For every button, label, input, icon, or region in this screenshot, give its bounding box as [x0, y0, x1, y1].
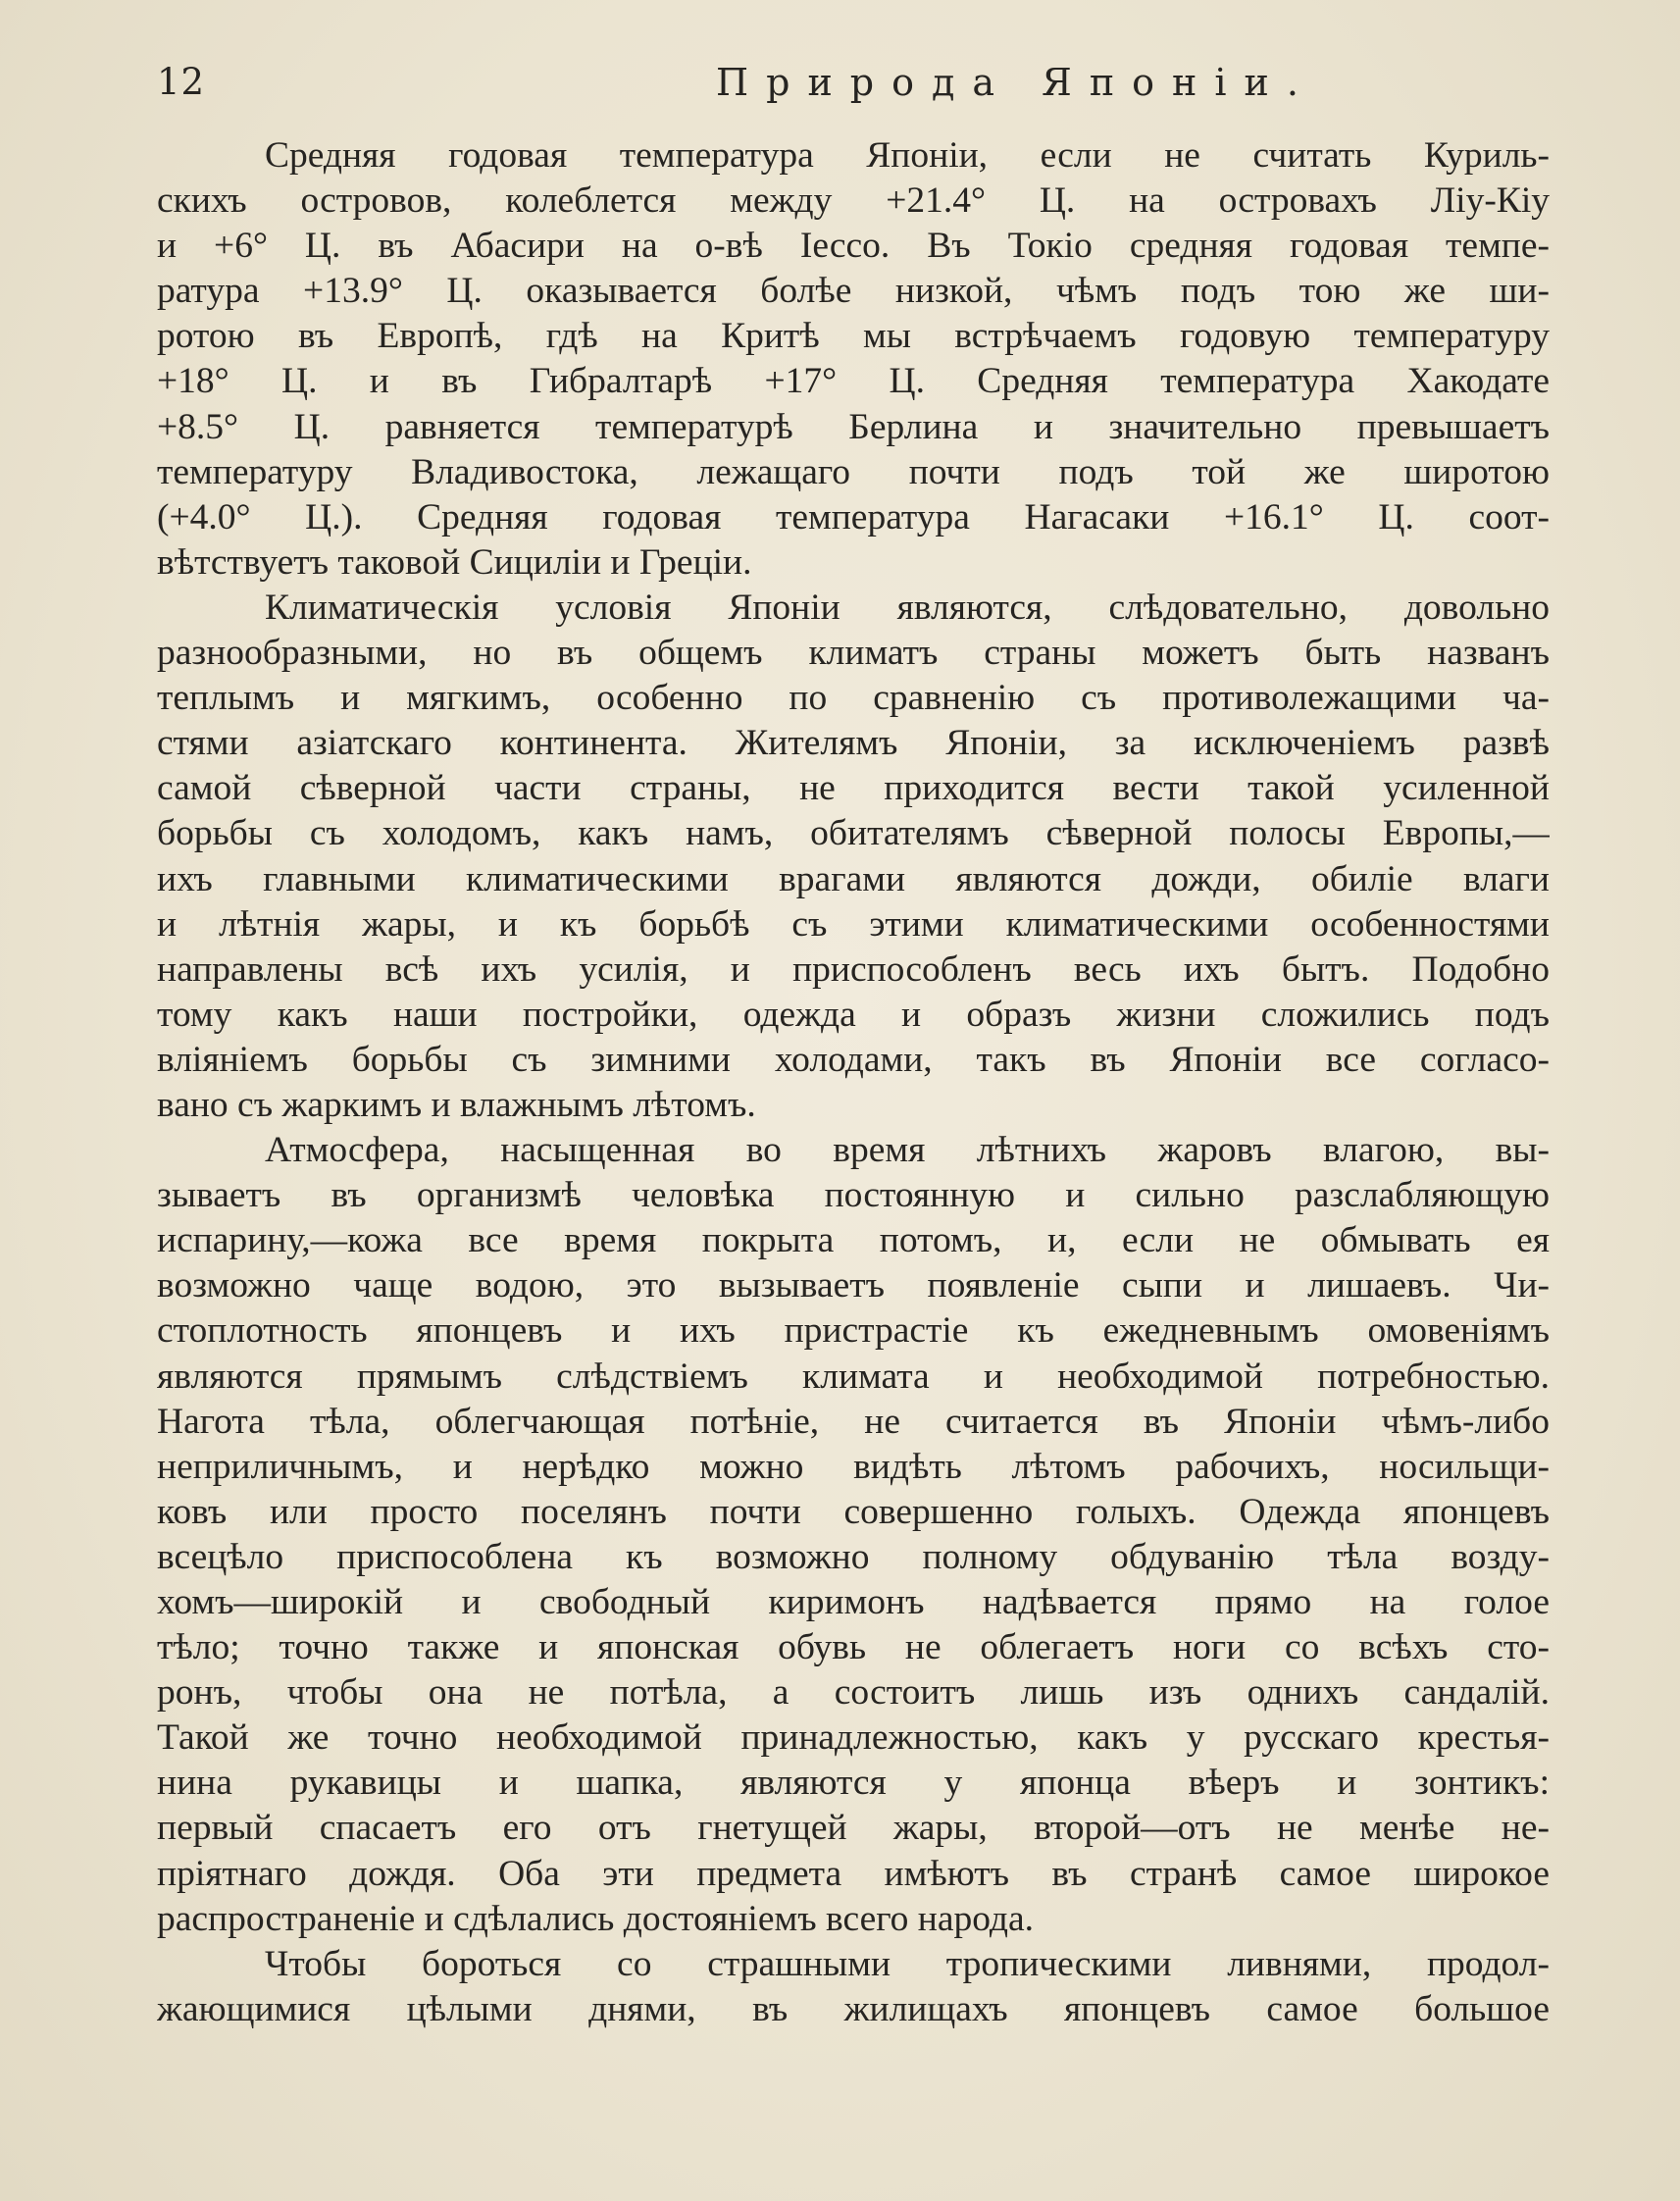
text-line: зываетъ въ организмѣ человѣка постоянную и сильно разслабляющую: [157, 1175, 1550, 1216]
text-line: вѣтствуетъ таковой Сициліи и Греціи.: [157, 541, 752, 583]
text-line: теплымъ и мягкимъ, особенно по сравненію съ противолежащими ча-: [157, 678, 1550, 719]
text-line: жающимися цѣлыми днями, въ жилищахъ японцевъ самое большое: [157, 1988, 1550, 2029]
text-line: возможно чаще водою, это вызываетъ появленіе сыпи и лишаевъ. Чи-: [157, 1265, 1550, 1306]
text-line: направлены всѣ ихъ усилія, и приспособленъ весь ихъ бытъ. Подобно: [157, 948, 1550, 990]
text-line: разнообразными, но въ общемъ климатъ страны можетъ быть названъ: [157, 633, 1550, 674]
text-line: Нагота тѣла, облегчающая потѣніе, не считается въ Японіи чѣмъ-либо: [157, 1401, 1550, 1442]
text-line: и лѣтнія жары, и къ борьбѣ съ этими климатическими особенностями: [157, 903, 1550, 945]
text-line: Атмосфера, насыщенная во время лѣтнихъ жаровъ влагою, вы-: [265, 1130, 1550, 1171]
page-header: [157, 61, 1559, 108]
paragraph: [157, 133, 1550, 586]
text-line: хомъ—широкій и свободный киримонъ надѣвается прямо на голое: [157, 1582, 1550, 1622]
text-line: температуру Владивостока, лежащаго почти подъ той же широтою: [157, 451, 1550, 492]
text-line: ратура +13.9° Ц. оказывается болѣе низкой, чѣмъ подъ тою же ши-: [157, 271, 1550, 312]
text-line: (+4.0° Ц.). Средняя годовая температура Нагасаки +16.1° Ц. соот-: [157, 496, 1550, 537]
text-line: скихъ островов, колеблется между +21.4° Ц. на островахъ Ліу-Кіу: [157, 180, 1550, 222]
text-line: вано съ жаркимъ и влажнымъ лѣтомъ.: [157, 1084, 756, 1125]
text-line: являются прямымъ слѣдствіемъ климата и необходимой потребностью.: [157, 1356, 1550, 1397]
text-line: нина рукавицы и шапка, являются у японца вѣеръ и зонтикъ:: [157, 1763, 1550, 1804]
text-line: испарину,—кожа все время покрыта потомъ, и, если не обмывать ея: [157, 1220, 1550, 1261]
body-text: [157, 133, 1550, 2032]
text-line: Чтобы бороться со страшными тропическими ливнями, продол-: [265, 1943, 1550, 1984]
text-line: стями азіатскаго континента. Жителямъ Японіи, за исключеніемъ развѣ: [157, 723, 1550, 764]
text-line: тѣло; точно также и японская обувь не облегаетъ ноги со всѣхъ сто-: [157, 1627, 1550, 1668]
text-line: всецѣло приспособлена къ возможно полному обдуванію тѣла возду-: [157, 1536, 1550, 1577]
text-line: Средняя годовая температура Японіи, если не считать Куриль-: [265, 135, 1550, 176]
text-line: и +6° Ц. въ Абасири на о-вѣ Іессо. Въ Токіо средняя годовая темпе-: [157, 226, 1550, 267]
text-line: Такой же точно необходимой принадлежностью, какъ у русскаго крестья-: [157, 1717, 1550, 1759]
text-line: первый спасаетъ его отъ гнетущей жары, второй—отъ не менѣе не-: [157, 1808, 1550, 1849]
paragraph: [157, 586, 1550, 1128]
text-line: неприличнымъ, и нерѣдко можно видѣть лѣтомъ рабочихъ, носильщи-: [157, 1446, 1550, 1487]
text-line: самой сѣверной части страны, не приходится вести такой усиленной: [157, 768, 1550, 809]
text-line: +18° Ц. и въ Гибралтарѣ +17° Ц. Средняя температура Хакодате: [157, 361, 1550, 402]
text-line: ронъ, чтобы она не потѣла, а состоитъ лишь изъ однихъ сандалій.: [157, 1672, 1550, 1714]
text-line: стоплотность японцевъ и ихъ пристрастіе къ ежедневнымъ омовеніямъ: [157, 1310, 1550, 1352]
paragraph: [157, 1942, 1550, 2032]
page-number: 12: [157, 61, 206, 103]
running-title: Природа Японіи.: [716, 61, 1316, 104]
text-line: распространеніе и сдѣлались достояніемъ всего народа.: [157, 1898, 1035, 1939]
text-line: Климатическія условія Японіи являются, слѣдовательно, довольно: [265, 587, 1550, 628]
text-line: +8.5° Ц. равняется температурѣ Берлина и значительно превышаетъ: [157, 406, 1550, 447]
text-line: тому какъ наши постройки, одежда и образъ жизни сложились подъ: [157, 994, 1550, 1035]
text-line: ихъ главными климатическими врагами являются дожди, обиліе влаги: [157, 858, 1550, 899]
text-line: борьбы съ холодомъ, какъ намъ, обитателямъ сѣверной полосы Европы,—: [157, 813, 1550, 854]
text-line: пріятнаго дождя. Оба эти предмета имѣютъ въ странѣ самое широкое: [157, 1853, 1550, 1894]
paragraph: [157, 1128, 1550, 1942]
text-line: вліяніемъ борьбы съ зимними холодами, такъ въ Японіи все согласо-: [157, 1039, 1550, 1080]
text-line: ротою въ Европѣ, гдѣ на Критѣ мы встрѣчаемъ годовую температуру: [157, 316, 1550, 357]
text-line: ковъ или просто поселянъ почти совершенно голыхъ. Одежда японцевъ: [157, 1491, 1550, 1532]
